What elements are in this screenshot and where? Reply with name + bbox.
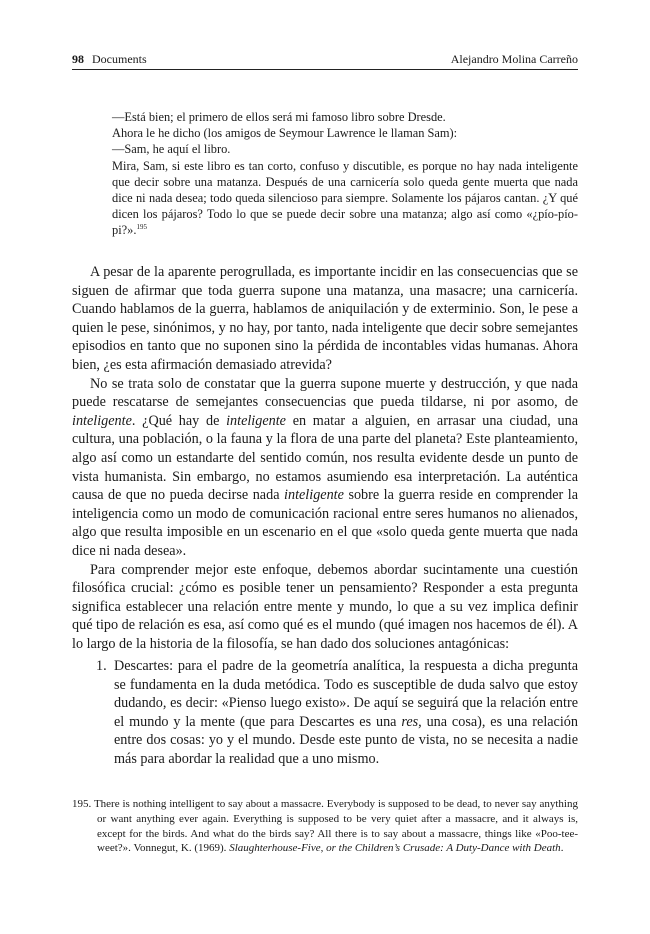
quote-line-2: Ahora le he dicho (los amigos de Seymour Lawrence le llaman Sam):: [112, 126, 458, 141]
emphasis-inteligente: inteligente: [226, 412, 286, 429]
running-header: [72, 52, 578, 70]
list-item-text-b: una cosa), es una relación entre dos cosas: yo y el mundo. Desde este punto de vista, no se necesita a nadie más para abordar la realidad que a uno mismo.: [114, 713, 578, 767]
body-text: [72, 263, 578, 653]
numbered-list: [96, 657, 578, 769]
block-quote: [112, 109, 578, 239]
emphasis-inteligente: inteligente: [72, 412, 132, 429]
list-item-text-a: Descartes: para el padre de la geometría analítica, la respuesta a dicha pregunta se fundamenta en la duda metódica. Todo es susceptible de duda salvo que estoy dudando, es decir: «Pienso luego existo». De aquí se seguirá que la relación entre el mundo y la mente (que para Descartes es una: [114, 658, 578, 730]
footnote-text-b: .: [560, 842, 564, 855]
footnote: [72, 797, 578, 856]
footnote-reference[interactable]: 195: [136, 223, 147, 232]
quote-paragraph-text: Mira, Sam, si este libro es tan corto, confuso y discutible, es porque no hay nada inteligente que decir sobre una matanza. Después de una carnicería solo queda gente muerta que nada dice ni nada desea; todo queda silencioso para siempre. Solamente los pájaros cantan. ¿Y qué dicen los pájaros? Todo lo que se puede decir sobre una matanza; algo así como «¿pío-pío-pi?».: [112, 158, 578, 238]
paragraph-2-text-b: . ¿Qué hay de: [131, 412, 227, 429]
emphasis-inteligente: inteligente: [284, 487, 344, 504]
section-title: Documents: [92, 52, 147, 66]
list-number: 1.: [96, 658, 107, 674]
book-title: Slaughterhouse-Five, or the Children’s Crusade: A Duty-Dance with Death: [229, 842, 561, 855]
paragraph-2-text-d: sobre la guerra reside en comprender la inteligencia como un modo de comunicación racional entre seres humanos no alienados, algo que resulta imposible en un escenario en el que «solo queda gente muerta que nada dice ni nada desea».: [72, 487, 578, 559]
author-name: Alejandro Molina Carreño: [450, 52, 578, 66]
paragraph-2: [72, 375, 578, 561]
quote-paragraph: [112, 158, 578, 239]
quote-line-1: —Está bien; el primero de ellos será mi famoso libro sobre Dresde.: [112, 110, 446, 124]
paragraph-2-text-a: No se trata solo de constatar que la guerra supone muerte y destrucción, y que nada puede rescatarse de semejantes consecuencias que pueda tildarse, ni por asomo, de: [72, 375, 578, 411]
footnote-text-a: There is nothing intelligent to say about a massacre. Everybody is supposed to be dead, to never say anything or want anything ever again. Everything is supposed to be very quiet after a massacre, and it always is, except for the birds. And what do the birds say? All there is to say about a massacre, things like «Poo-tee-weet?». Vonnegut, K. (1969).: [93, 798, 578, 855]
page-number: 98: [72, 52, 84, 66]
list-item: [114, 657, 578, 769]
paragraph-2-text-c: en matar a alguien, en arrasar una ciudad, una cultura, una población, o la fauna y la flora de una parte del planeta? Este planteamiento, algo así como un estandarte del sentido común, nos resulta evidente desde un punto de vista humanista. Sin embargo, no estamos asumiendo esa interpretación. La auténtica causa de que no pueda decirse nada: [72, 412, 578, 504]
footnote-text: [72, 797, 578, 856]
paragraph-1: A pesar de la aparente perogrullada, es importante incidir en las consecuencias que se siguen de afirmar que toda guerra supone una matanza, una masacre; una carnicería. Cuando hablamos de la guerra, hablamos de aniquilación y de exterminio. Son, le pese a quien le pese, sinónimos, y no hay, por tanto, nada inteligente que decir sobre semejantes episodios en tanto que no suponen sino la pérdida de incontables vidas humanas. Ahora bien, ¿es esta afirmación demasiado atrevida?: [72, 264, 578, 373]
paragraph-3: Para comprender mejor este enfoque, debemos abordar sucintamente una cuestión filosófica crucial: ¿cómo es posible tener un pensamiento? Responder a esta pregunta significa establecer una relación entre mente y mundo, lo que a su vez implica definir qué tipo de relación es esa, así como qué es el mundo (qué imagen nos hacemos de él). A lo largo de la historia de la filosofía, se han dado dos soluciones antagónicas:: [72, 561, 578, 652]
footnote-number: 195.: [72, 798, 92, 810]
emphasis-res: res,: [401, 713, 422, 730]
quote-line-3: —Sam, he aquí el libro.: [112, 142, 231, 157]
